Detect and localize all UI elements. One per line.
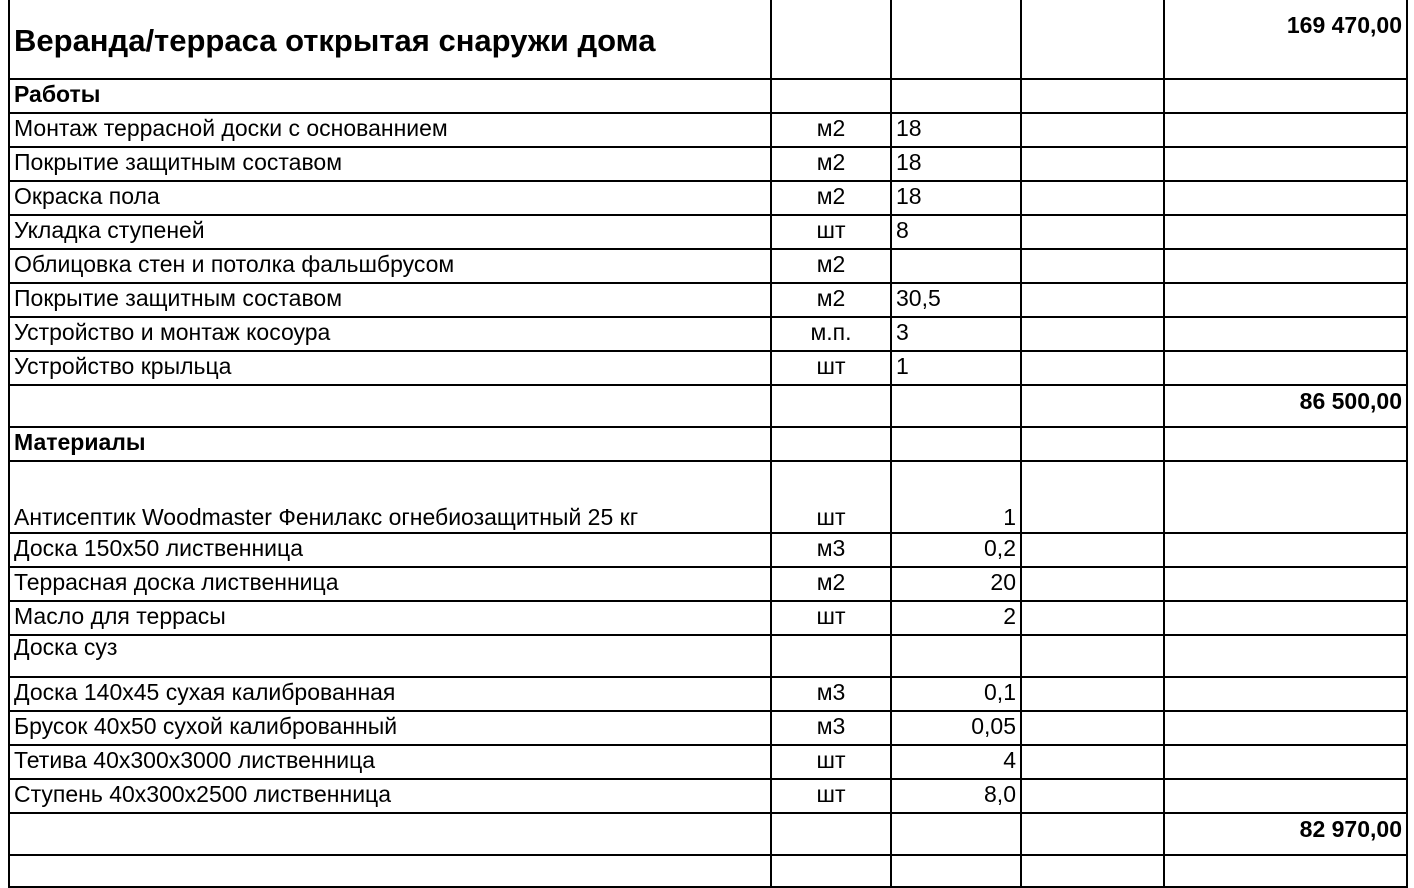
table-row xyxy=(9,181,1407,215)
table-row xyxy=(9,249,1407,283)
item-qty[interactable]: 18 xyxy=(891,147,1021,181)
cell[interactable] xyxy=(891,427,1021,461)
item-name[interactable]: Брусок 40х50 сухой калиброванный xyxy=(9,711,771,745)
works-subtotal-row xyxy=(9,385,1407,427)
table-row xyxy=(9,533,1407,567)
item-price[interactable] xyxy=(1021,567,1164,601)
item-qty[interactable]: 0,2 xyxy=(891,533,1021,567)
item-price[interactable] xyxy=(1021,351,1164,385)
item-qty[interactable]: 18 xyxy=(891,181,1021,215)
cell[interactable] xyxy=(771,855,891,887)
cell[interactable] xyxy=(771,0,891,79)
item-sum[interactable] xyxy=(1164,745,1407,779)
cell[interactable] xyxy=(891,813,1021,855)
item-name[interactable]: Монтаж террасной доски с основаннием xyxy=(9,113,771,147)
item-price[interactable] xyxy=(1021,113,1164,147)
table-row xyxy=(9,215,1407,249)
item-price[interactable] xyxy=(1021,677,1164,711)
item-qty[interactable]: 4 xyxy=(891,745,1021,779)
item-name[interactable]: Антисептик Woodmaster Фенилакс огнебиозащитный 25 кг xyxy=(9,461,771,533)
table-row xyxy=(9,283,1407,317)
materials-heading-row xyxy=(9,427,1407,461)
materials-subtotal[interactable]: 82 970,00 xyxy=(1164,813,1407,855)
item-qty[interactable]: 1 xyxy=(891,351,1021,385)
materials-subtotal-row xyxy=(9,813,1407,855)
table-row xyxy=(9,711,1407,745)
item-qty[interactable]: 8 xyxy=(891,215,1021,249)
item-unit[interactable]: шт xyxy=(771,745,891,779)
item-sum[interactable] xyxy=(1164,283,1407,317)
table-row xyxy=(9,601,1407,635)
item-unit[interactable]: м.п. xyxy=(771,317,891,351)
item-name[interactable]: Террасная доска лиственница xyxy=(9,567,771,601)
cell[interactable] xyxy=(9,855,771,887)
cell[interactable] xyxy=(771,79,891,113)
item-price[interactable] xyxy=(1021,779,1164,813)
item-price[interactable] xyxy=(1021,181,1164,215)
item-name[interactable]: Покрытие защитным составом xyxy=(9,147,771,181)
item-name[interactable]: Облицовка стен и потолка фальшбрусом xyxy=(9,249,771,283)
item-sum[interactable] xyxy=(1164,147,1407,181)
item-price[interactable] xyxy=(1021,283,1164,317)
item-sum[interactable] xyxy=(1164,533,1407,567)
cell[interactable] xyxy=(891,0,1021,79)
table-row xyxy=(9,779,1407,813)
item-unit[interactable]: м2 xyxy=(771,567,891,601)
section-title-row xyxy=(9,0,1407,79)
item-name[interactable]: Доска 140х45 сухая калиброванная xyxy=(9,677,771,711)
item-price[interactable] xyxy=(1021,249,1164,283)
item-qty[interactable]: 1 xyxy=(891,461,1021,533)
item-unit[interactable]: м3 xyxy=(771,677,891,711)
item-qty[interactable]: 0,1 xyxy=(891,677,1021,711)
works-heading[interactable]: Работы xyxy=(9,79,771,113)
item-sum[interactable] xyxy=(1164,215,1407,249)
item-name[interactable]: Покрытие защитным составом xyxy=(9,283,771,317)
cell[interactable] xyxy=(1164,855,1407,887)
item-unit[interactable]: шт xyxy=(771,215,891,249)
item-unit[interactable]: м2 xyxy=(771,283,891,317)
table-row xyxy=(9,745,1407,779)
item-sum[interactable] xyxy=(1164,779,1407,813)
item-sum[interactable] xyxy=(1164,461,1407,533)
cell[interactable] xyxy=(1021,385,1164,427)
cell[interactable] xyxy=(1021,79,1164,113)
item-name[interactable]: Укладка ступеней xyxy=(9,215,771,249)
item-sum[interactable] xyxy=(1164,601,1407,635)
item-sum[interactable] xyxy=(1164,635,1407,677)
table-row xyxy=(9,677,1407,711)
cell[interactable] xyxy=(1021,813,1164,855)
item-unit[interactable]: м2 xyxy=(771,113,891,147)
section-title[interactable]: Веранда/терраса открытая снаружи дома xyxy=(9,0,771,79)
item-name[interactable]: Доска суз xyxy=(9,635,771,677)
item-unit[interactable]: шт xyxy=(771,461,891,533)
item-unit[interactable]: м3 xyxy=(771,711,891,745)
cell[interactable] xyxy=(771,385,891,427)
item-qty[interactable] xyxy=(891,249,1021,283)
item-price[interactable] xyxy=(1021,461,1164,533)
item-price[interactable] xyxy=(1021,533,1164,567)
item-unit[interactable]: шт xyxy=(771,351,891,385)
table-row xyxy=(9,855,1407,887)
item-price[interactable] xyxy=(1021,745,1164,779)
cell[interactable] xyxy=(771,427,891,461)
item-unit[interactable]: м2 xyxy=(771,147,891,181)
cell[interactable] xyxy=(771,813,891,855)
item-sum[interactable] xyxy=(1164,677,1407,711)
section-total[interactable]: 169 470,00 xyxy=(1164,0,1407,79)
cell[interactable] xyxy=(1164,427,1407,461)
item-qty[interactable]: 0,05 xyxy=(891,711,1021,745)
cell[interactable] xyxy=(1021,855,1164,887)
cell[interactable] xyxy=(9,813,771,855)
cell[interactable] xyxy=(891,855,1021,887)
cell[interactable] xyxy=(1021,0,1164,79)
item-qty[interactable]: 20 xyxy=(891,567,1021,601)
item-name[interactable]: Масло для террасы xyxy=(9,601,771,635)
item-qty[interactable]: 8,0 xyxy=(891,779,1021,813)
item-qty[interactable]: 30,5 xyxy=(891,283,1021,317)
item-name[interactable]: Ступень 40х300х2500 лиственница xyxy=(9,779,771,813)
works-heading-row xyxy=(9,79,1407,113)
item-unit[interactable]: шт xyxy=(771,601,891,635)
item-price[interactable] xyxy=(1021,317,1164,351)
item-sum[interactable] xyxy=(1164,317,1407,351)
item-price[interactable] xyxy=(1021,711,1164,745)
item-sum[interactable] xyxy=(1164,113,1407,147)
item-sum[interactable] xyxy=(1164,249,1407,283)
item-name[interactable]: Устройство крыльца xyxy=(9,351,771,385)
item-price[interactable] xyxy=(1021,601,1164,635)
item-sum[interactable] xyxy=(1164,567,1407,601)
item-name[interactable]: Устройство и монтаж косоура xyxy=(9,317,771,351)
table-row xyxy=(9,351,1407,385)
item-qty[interactable]: 3 xyxy=(891,317,1021,351)
table-row xyxy=(9,635,1407,677)
item-name[interactable]: Тетива 40х300х3000 лиственница xyxy=(9,745,771,779)
table-row xyxy=(9,113,1407,147)
table-row xyxy=(9,567,1407,601)
cell[interactable] xyxy=(9,385,771,427)
item-sum[interactable] xyxy=(1164,181,1407,215)
item-unit[interactable]: м2 xyxy=(771,249,891,283)
item-sum[interactable] xyxy=(1164,351,1407,385)
cell[interactable] xyxy=(1164,79,1407,113)
item-unit[interactable]: шт xyxy=(771,779,891,813)
item-price[interactable] xyxy=(1021,635,1164,677)
table-row xyxy=(9,317,1407,351)
table-row xyxy=(9,461,1407,533)
item-name[interactable]: Доска 150х50 лиственница xyxy=(9,533,771,567)
cell[interactable] xyxy=(1021,427,1164,461)
item-sum[interactable] xyxy=(1164,711,1407,745)
item-price[interactable] xyxy=(1021,147,1164,181)
item-unit[interactable] xyxy=(771,635,891,677)
item-qty[interactable] xyxy=(891,635,1021,677)
item-name[interactable]: Окраска пола xyxy=(9,181,771,215)
item-unit[interactable]: м2 xyxy=(771,181,891,215)
item-unit[interactable]: м3 xyxy=(771,533,891,567)
works-subtotal[interactable]: 86 500,00 xyxy=(1164,385,1407,427)
estimate-table xyxy=(8,0,1408,888)
cell[interactable] xyxy=(891,79,1021,113)
materials-heading[interactable]: Материалы xyxy=(9,427,771,461)
item-price[interactable] xyxy=(1021,215,1164,249)
item-qty[interactable]: 2 xyxy=(891,601,1021,635)
item-qty[interactable]: 18 xyxy=(891,113,1021,147)
cell[interactable] xyxy=(891,385,1021,427)
table-row xyxy=(9,147,1407,181)
